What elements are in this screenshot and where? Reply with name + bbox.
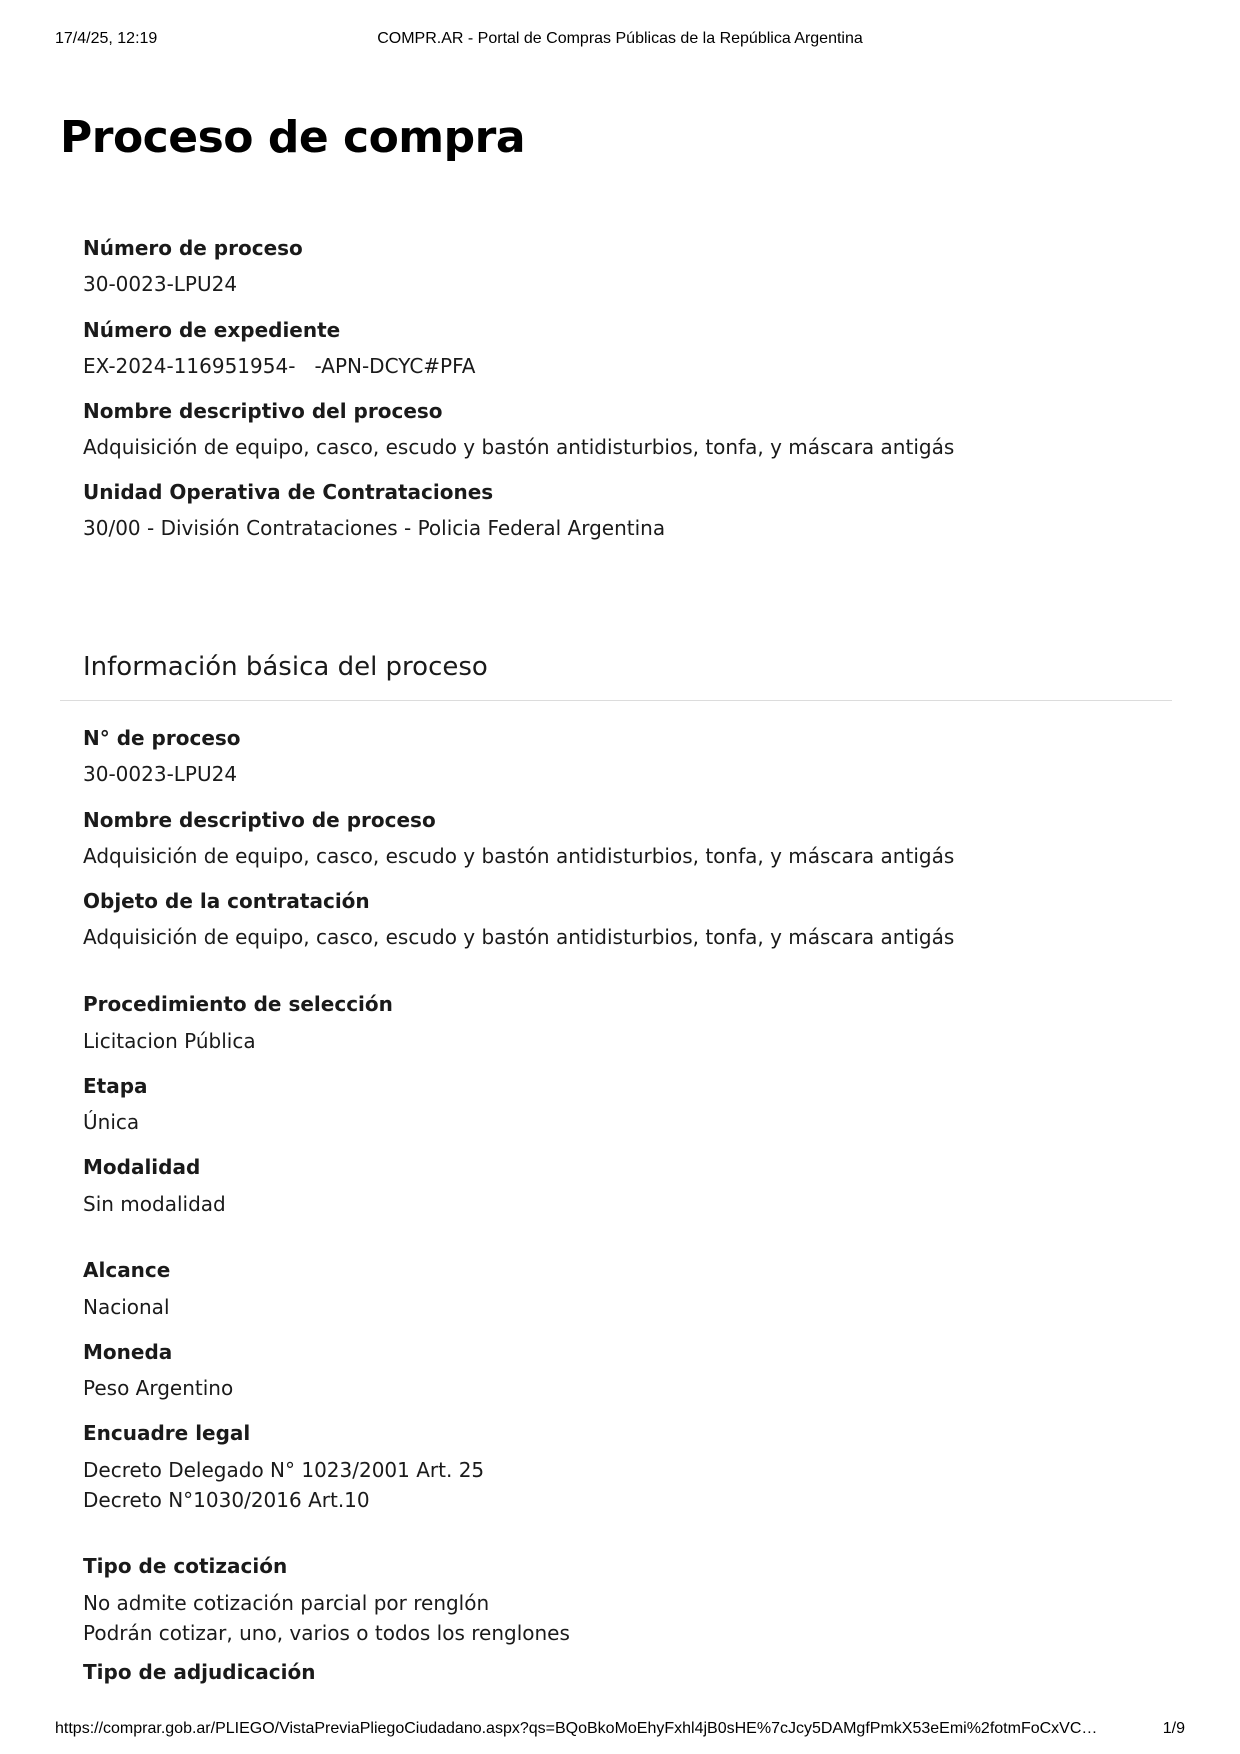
process-desc-name-value: Adquisición de equipo, casco, escudo y bastón antidisturbios, tonfa, y máscara antigás — [83, 844, 955, 868]
process-number-value: 30-0023-LPU24 — [83, 272, 238, 296]
print-url: https://comprar.gob.ar/PLIEGO/VistaPreviaPliegoCiudadano.aspx?qs=BQoBkoMoEhyFxhl4jB0sHE%7cJcy5DAMgfPmkX53eEmi%2fotmFoCxVC… — [55, 1720, 1098, 1737]
currency-value: Peso Argentino — [83, 1376, 234, 1400]
legal-framework-label: Encuadre legal — [83, 1421, 251, 1445]
stage-value: Única — [83, 1110, 140, 1134]
process-name-value: Adquisición de equipo, casco, escudo y bastón antidisturbios, tonfa, y máscara antigás — [83, 435, 955, 459]
basic-info-section-title: Información básica del proceso — [83, 652, 488, 682]
print-window-title: COMPR.AR - Portal de Compras Públicas de la República Argentina — [377, 30, 863, 47]
section-divider — [60, 700, 1172, 701]
operating-unit-value: 30/00 - División Contrataciones - Policia Federal Argentina — [83, 516, 666, 540]
quotation-type-line-1: No admite cotización parcial por renglón — [83, 1591, 490, 1615]
print-footer — [55, 1720, 1185, 1742]
file-number-value: EX-2024-116951954- -APN-DCYC#PFA — [83, 354, 476, 378]
quotation-type-line-2: Podrán cotizar, uno, varios o todos los renglones — [83, 1621, 570, 1645]
stage-label: Etapa — [83, 1074, 148, 1098]
process-no-value: 30-0023-LPU24 — [83, 762, 238, 786]
operating-unit-label: Unidad Operativa de Contrataciones — [83, 480, 494, 504]
legal-framework-line-2: Decreto N°1030/2016 Art.10 — [83, 1488, 370, 1512]
page-indicator: 1/9 — [1162, 1720, 1185, 1737]
contract-object-label: Objeto de la contratación — [83, 889, 370, 913]
print-header — [55, 30, 1185, 52]
process-name-label: Nombre descriptivo del proceso — [83, 399, 443, 423]
modality-label: Modalidad — [83, 1155, 201, 1179]
selection-procedure-value: Licitacion Pública — [83, 1029, 256, 1053]
process-desc-name-label: Nombre descriptivo de proceso — [83, 808, 436, 832]
quotation-type-label: Tipo de cotización — [83, 1554, 288, 1578]
file-number-label: Número de expediente — [83, 318, 341, 342]
process-number-label: Número de proceso — [83, 236, 303, 260]
legal-framework-line-1: Decreto Delegado N° 1023/2001 Art. 25 — [83, 1458, 485, 1482]
award-type-label: Tipo de adjudicación — [83, 1660, 316, 1684]
print-datetime: 17/4/25, 12:19 — [55, 30, 158, 47]
modality-value: Sin modalidad — [83, 1192, 226, 1216]
selection-procedure-label: Procedimiento de selección — [83, 992, 393, 1016]
scope-value: Nacional — [83, 1295, 170, 1319]
process-no-label: N° de proceso — [83, 726, 241, 750]
currency-label: Moneda — [83, 1340, 173, 1364]
scope-label: Alcance — [83, 1258, 171, 1282]
page-title: Proceso de compra — [60, 112, 526, 163]
contract-object-value: Adquisición de equipo, casco, escudo y bastón antidisturbios, tonfa, y máscara antigás — [83, 925, 955, 949]
